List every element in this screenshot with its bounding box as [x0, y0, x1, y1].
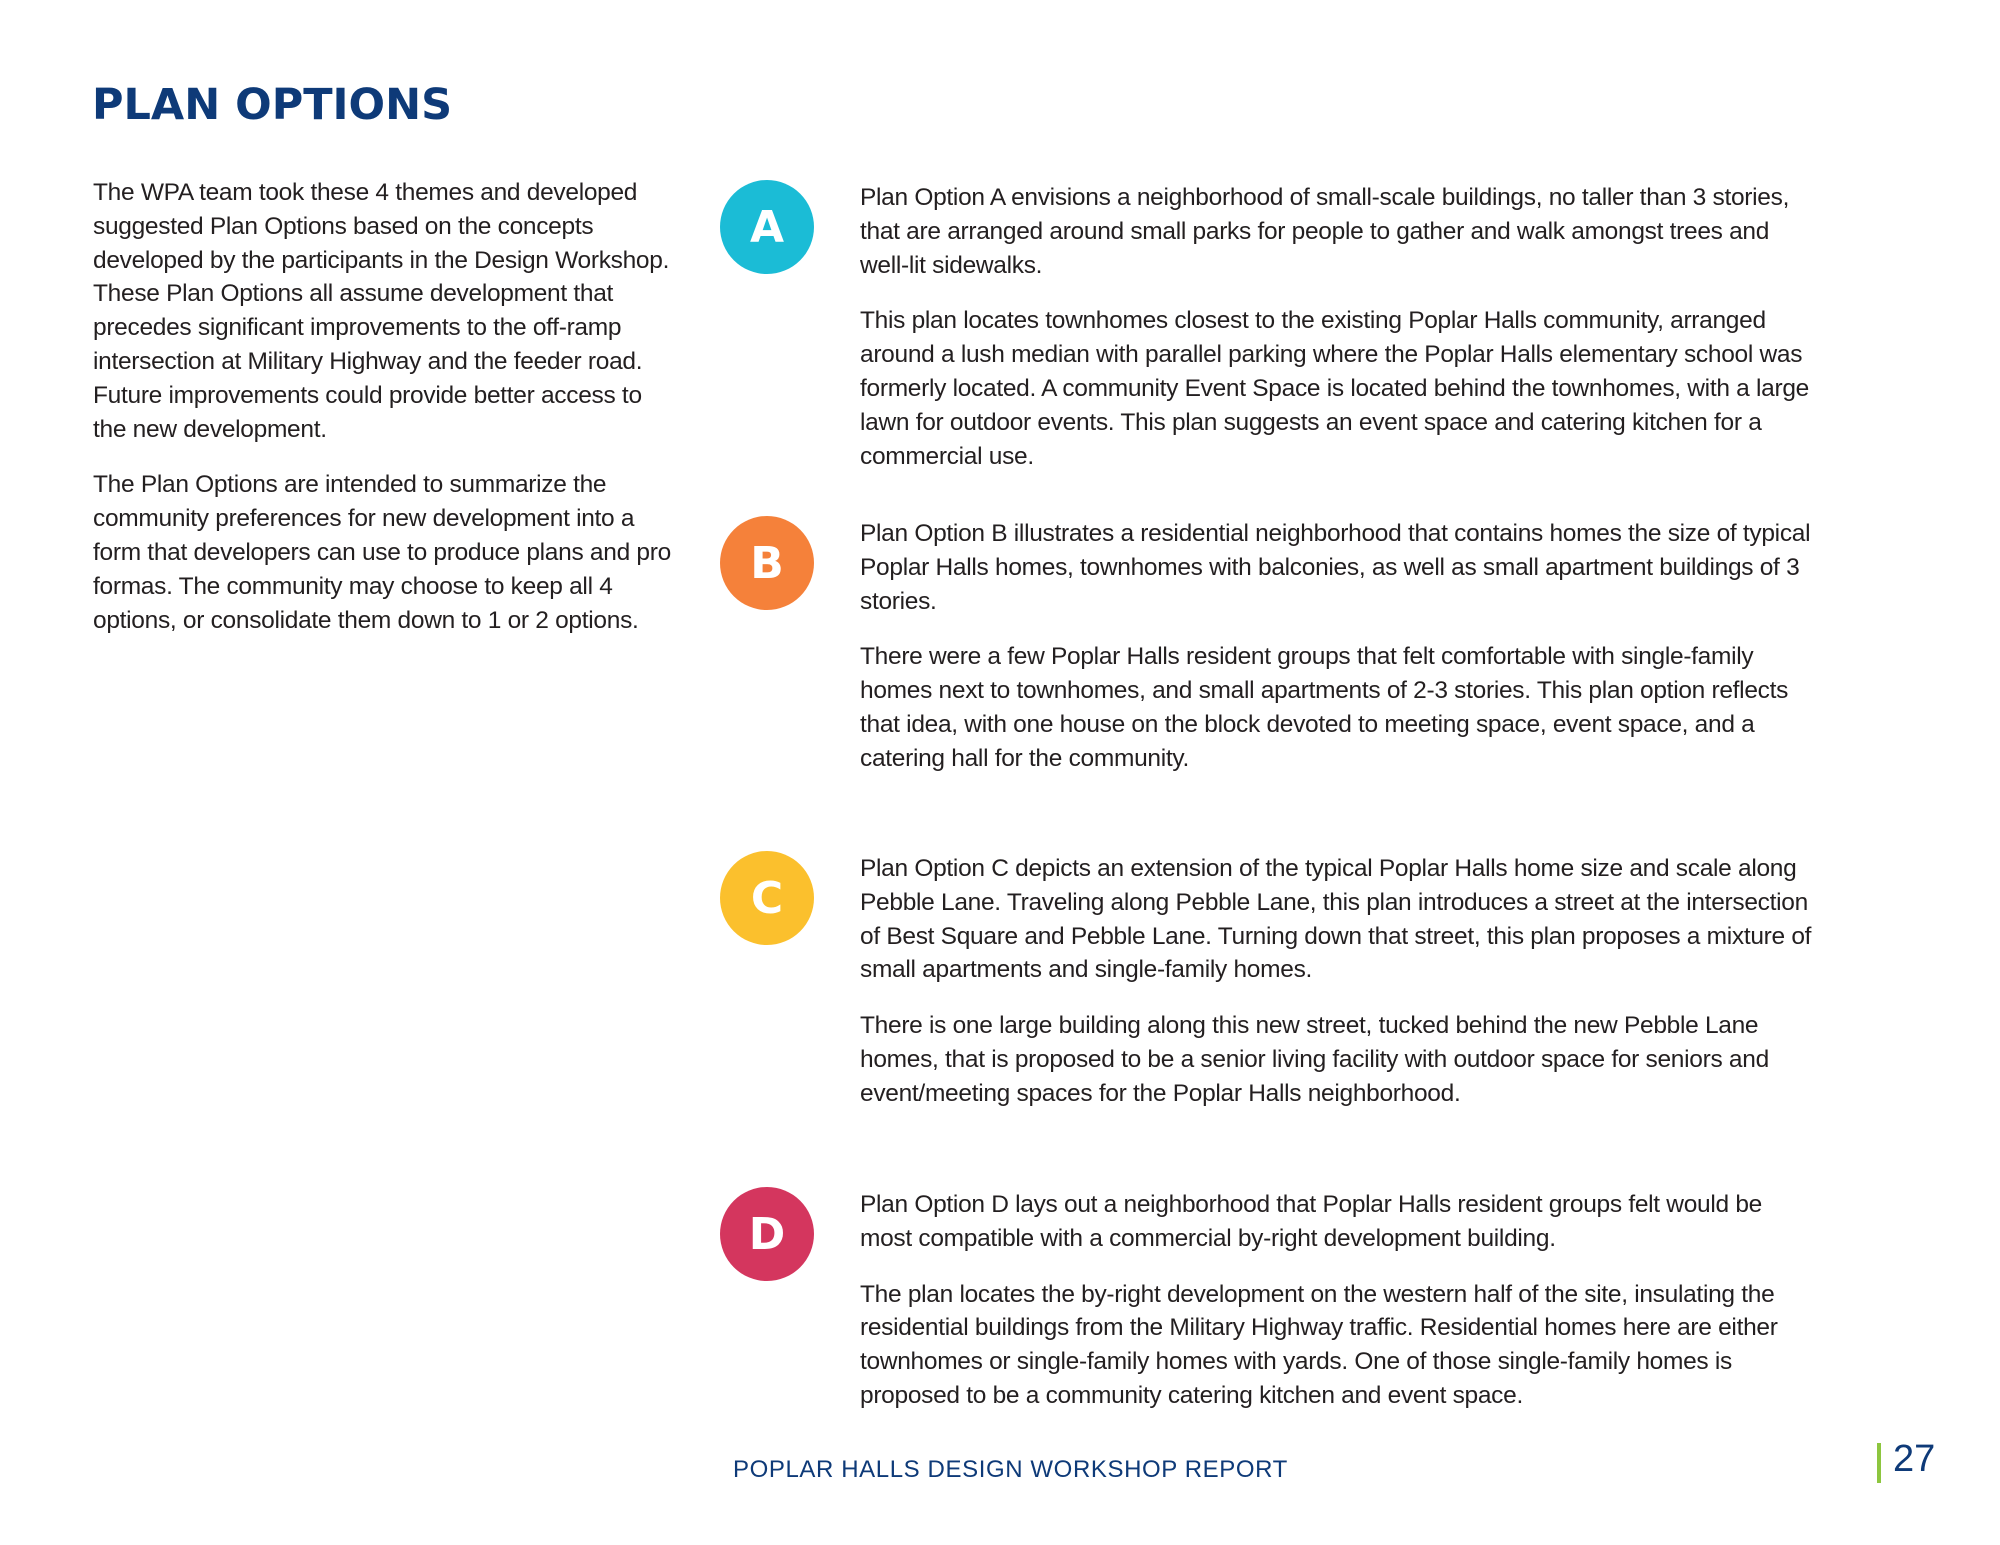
option-a-text [860, 181, 1820, 495]
option-paragraph: Plan Option B illustrates a residential neighborhood that contains homes the size of typical Poplar Halls homes, townhomes with balconies, as well as small apartment buildings of 3 stories. [860, 520, 1811, 615]
footer-report-title: POPLAR HALLS DESIGN WORKSHOP REPORT [733, 1456, 1288, 1483]
page-number: 27 [1893, 1438, 1936, 1480]
option-b-badge-icon: B [720, 516, 814, 610]
option-paragraph: There were a few Poplar Halls resident groups that felt comfortable with single-family homes next to townhomes, and small apartments of 2-3 stories. This plan option reflects that idea, with one house on the block devoted to meeting space, event space, and a catering hall for the community. [860, 643, 1789, 772]
option-paragraph: The plan locates the by-right development on the western half of the site, insulating the residential buildings from the Military Highway traffic. Residential homes here are either townhomes or single-family homes with yards. One of those single-family homes is proposed to be a community catering kitchen and event space. [860, 1280, 1778, 1409]
option-paragraph: This plan locates townhomes closest to the existing Poplar Halls community, arranged around a lush median with parallel parking where the Poplar Halls elementary school was formerly located. A community Event Space is located behind the townhomes, with a large lawn for outdoor events. This plan suggests an event space and catering kitchen for a commercial use. [860, 307, 1809, 470]
intro-paragraph: The Plan Options are intended to summarize the community preferences for new development into a form that developers can use to produce plans and pro formas. The community may choose to keep all 4 options, or consolidate them down to 1 or 2 options. [93, 471, 671, 634]
intro-paragraph: The WPA team took these 4 themes and developed suggested Plan Options based on the concepts developed by the participants in the Design Workshop. These Plan Options all assume development that precedes significant improvements to the off-ramp intersection at Military Highway and the feeder road. Future improvements could provide better access to the new development. [93, 179, 670, 443]
option-c-text [860, 852, 1820, 1133]
intro-text [93, 176, 673, 659]
option-a-badge-icon: A [720, 180, 814, 274]
option-paragraph: Plan Option A envisions a neighborhood of small-scale buildings, no taller than 3 stories, that are arranged around small parks for people to gather and walk amongst trees and well-lit sidewalks. [860, 184, 1790, 279]
option-b-text [860, 517, 1820, 798]
page-title: PLAN OPTIONS [92, 80, 453, 130]
option-paragraph: Plan Option D lays out a neighborhood that Poplar Halls resident groups felt would be most compatible with a commercial by-right development building. [860, 1191, 1762, 1252]
option-d-text [860, 1188, 1820, 1435]
option-c-badge-icon: C [720, 851, 814, 945]
option-paragraph: Plan Option C depicts an extension of the typical Poplar Halls home size and scale along Pebble Lane. Traveling along Pebble Lane, this plan introduces a street at the intersection of Best Square and Pebble Lane. Turning down that street, this plan proposes a mixture of small apartments and single-family homes. [860, 855, 1812, 984]
page-number-divider [1877, 1443, 1881, 1483]
option-paragraph: There is one large building along this new street, tucked behind the new Pebble Lane homes, that is proposed to be a senior living facility with outdoor space for seniors and event/meeting spaces for the Poplar Halls neighborhood. [860, 1012, 1769, 1107]
option-d-badge-icon: D [720, 1187, 814, 1281]
